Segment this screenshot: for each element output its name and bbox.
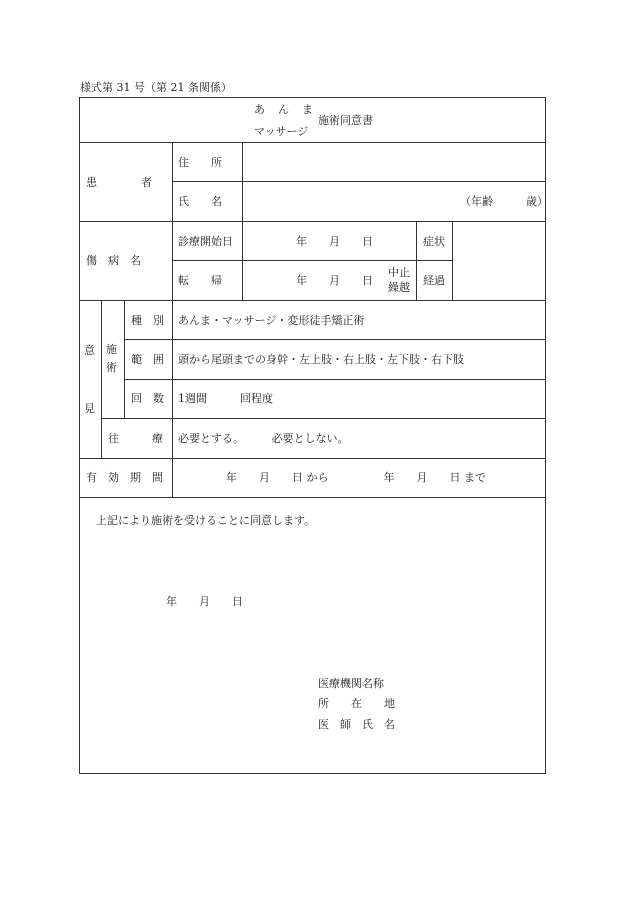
institution-label: 医療機関名称	[318, 677, 384, 690]
name-label: 氏 名	[178, 195, 222, 208]
rule	[172, 142, 173, 498]
validity-label: 有 効 期 間	[86, 471, 163, 484]
range-value: 頭から尾頭までの身幹・左上肢・右上肢・左下肢・右下肢	[178, 353, 464, 366]
treatment-label-1: 施	[106, 343, 117, 356]
rule	[79, 497, 546, 498]
count-label: 回 数	[131, 392, 164, 405]
visit-options: 必要とする。 必要としない。	[178, 432, 349, 445]
opinion-label-2: 見	[84, 402, 95, 415]
rule	[79, 97, 546, 98]
rule	[172, 260, 452, 261]
title-line-1: あ ん ま	[254, 103, 314, 116]
outcome-label: 転 帰	[178, 274, 222, 287]
progress-label: 経過	[423, 274, 445, 287]
form-number: 様式第 31 号（第 21 条関係）	[80, 81, 232, 94]
rule	[172, 181, 546, 182]
rule	[416, 221, 417, 300]
consent-statement: 上記により施術を受けることに同意します。	[96, 514, 316, 527]
outcome-date: 年 月 日	[296, 274, 373, 287]
rule	[79, 300, 546, 301]
title-line-2: マッサージ	[254, 125, 309, 138]
visit-label: 往 療	[108, 432, 163, 445]
age-field: （年齢 歳）	[460, 195, 548, 208]
symptom-label: 症状	[423, 235, 445, 248]
rule	[101, 300, 102, 458]
opinion-label-1: 意	[84, 344, 95, 357]
onset-label: 診療開始日	[178, 235, 233, 248]
rule	[124, 339, 546, 340]
rule	[79, 97, 80, 774]
doctor-label: 医 師 氏 名	[318, 718, 395, 731]
rule	[79, 458, 546, 459]
outcome-option-carry: 繰越	[388, 281, 410, 294]
validity-value: 年 月 日 から 年 月 日 まで	[226, 471, 486, 484]
outcome-option-stop: 中止	[388, 266, 410, 279]
patient-label: 患 者	[86, 176, 152, 189]
range-label: 範 囲	[131, 353, 164, 366]
rule	[79, 773, 546, 774]
type-label: 種 別	[131, 314, 164, 327]
injury-label: 傷 病 名	[86, 254, 141, 267]
treatment-label-2: 術	[106, 361, 117, 374]
rule	[242, 142, 243, 300]
count-value: 1週間 回程度	[178, 392, 273, 405]
consent-date: 年 月 日	[166, 595, 243, 608]
rule	[79, 142, 546, 143]
location-label: 所 在 地	[318, 697, 395, 710]
address-label: 住 所	[178, 156, 222, 169]
rule	[124, 300, 125, 418]
rule	[101, 418, 546, 419]
rule	[452, 221, 453, 300]
title-suffix: 施術同意書	[318, 114, 373, 127]
onset-date: 年 月 日	[296, 235, 373, 248]
rule	[79, 221, 546, 222]
rule	[124, 379, 546, 380]
type-value: あんま・マッサージ・変形徒手矯正術	[178, 314, 365, 327]
